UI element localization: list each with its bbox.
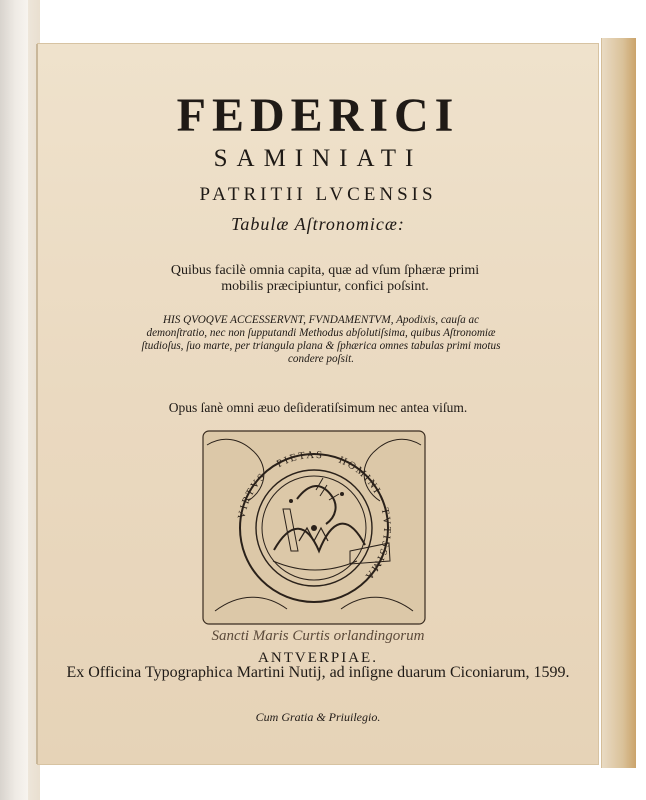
printer-device (195, 425, 433, 630)
page-edge (601, 38, 636, 768)
owner-signature: Sancti Maris Curtis orlandingorum (211, 628, 425, 644)
emblem-icon (195, 425, 433, 630)
title-line-4: Tabulæ Aſtronomicæ: (231, 214, 405, 234)
contents-paragraph: HIS QVOQVE ACCESSERVNT, FVNDAMENTVM, Apodixis, cauſa ac demonſtratio, nec non ſupputandi Methodus abſolutiſsima, quibus Aſtronomiæ ſtudioſus, ſuo marte, per triangula plana & ſphærica omnes tabulas primi motus condere poſsit. (141, 314, 501, 365)
description-paragraph: Quibus facilè omnia capita, quæ ad vſum ſphæræ primi mobilis præcipiuntur, confici poſsint. (170, 263, 480, 294)
title-line-2: SAMINIATI (213, 145, 423, 172)
title-line-1: FEDERICI (176, 89, 460, 142)
privilege-line: Cum Gratia & Priuilegio. (255, 710, 381, 724)
title-line-3: PATRITII LVCENSIS (199, 184, 437, 205)
emblem-ring-text: VIRTVS · PIETAS · HOMINI · TVTISSIMA (236, 449, 393, 583)
imprint-line: Ex Officina Typographica Martini Nutij, ad inſigne duarum Ciconiarum, 1599. (66, 664, 570, 681)
left-shadow (0, 0, 28, 800)
motto-line: Opus ſanè omni æuo deſideratiſsimum nec antea viſum. (168, 400, 468, 415)
imprint-place: ANTVERPIAE. (258, 650, 378, 666)
